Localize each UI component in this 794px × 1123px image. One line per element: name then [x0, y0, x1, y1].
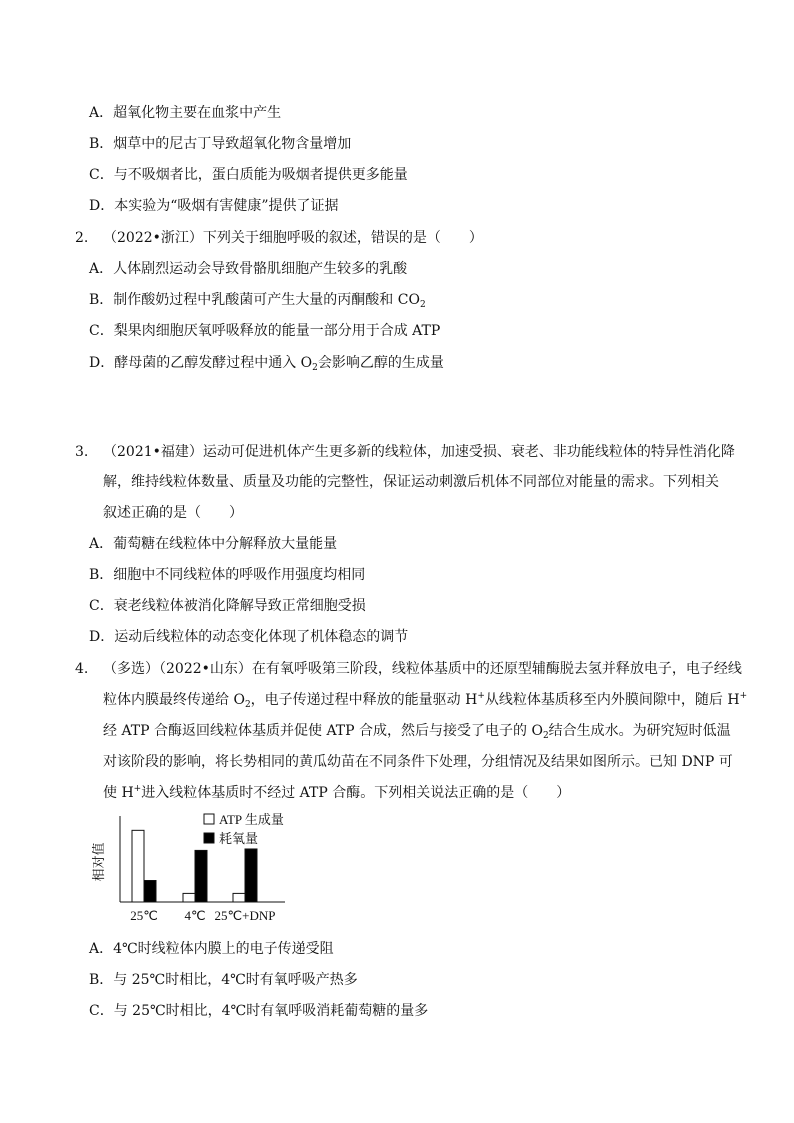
q3-number: 3. [75, 444, 89, 460]
q3-option-a: A．葡萄糖在线粒体中分解释放大量能量 [89, 536, 338, 552]
q1-option-b: B．烟草中的尼古丁导致超氧化物含量增加 [89, 136, 352, 152]
q2-option-b: B．制作酸奶过程中乳酸菌可产生大量的丙酮酸和 $CO_2$ [89, 292, 426, 310]
q4-number: 4. [75, 661, 89, 677]
x-tick-label-0: 25℃ [130, 908, 158, 923]
q1-option-a: A．超氧化物主要在血浆中产生 [89, 105, 282, 121]
bar-atp-1 [183, 893, 195, 902]
x-tick-label-1: 4℃ [184, 908, 206, 923]
legend-swatch-1 [204, 833, 214, 843]
legend-swatch-0 [204, 814, 214, 824]
q4-stem-line-5: 使 H+进入线粒体基质时不经过 ATP 合酶。下列相关说法正确的是（ ） [103, 784, 571, 801]
q4-stem-line-1: （多选）（2022•山东）在有氧呼吸第三阶段，线粒体基质中的还原型辅酶脱去氢并释放电子，电子经线 [103, 661, 742, 677]
legend-label-0: ATP 生成量 [219, 812, 284, 827]
q3-option-d: D．运动后线粒体的动态变化体现了机体稳态的调节 [89, 629, 409, 645]
q3-stem-line-1: （2021•福建）运动可促进机体产生更多新的线粒体，加速受损、衰老、非功能线粒体的特异性消化降 [103, 444, 735, 460]
q2-option-c: C．梨果肉细胞厌氧呼吸释放的能量一部分用于合成 ATP [89, 323, 441, 339]
q2-number: 2. [75, 230, 89, 246]
q1-option-d: D．本实验为“吸烟有害健康”提供了证据 [89, 198, 339, 214]
q4-option-b: B．与 25℃时相比，4℃时有氧呼吸产热多 [89, 972, 358, 988]
q2-option-a: A．人体剧烈运动会导致骨骼肌细胞产生较多的乳酸 [89, 261, 408, 277]
bar-oxygen-1 [195, 850, 207, 902]
bar-atp-2 [233, 893, 245, 902]
q3-stem-line-3: 叙述正确的是（ ） [103, 505, 243, 521]
q3-option-c: C．衰老线粒体被消化降解导致正常细胞受损 [89, 598, 366, 614]
q3-stem-line-2: 解，维持线粒体数量、质量及功能的完整性，保证运动刺激后机体不同部位对能量的需求。下列相关 [103, 474, 719, 490]
q4-option-c: C．与 25℃时相比，4℃时有氧呼吸消耗葡萄糖的量多 [89, 1003, 429, 1019]
y-axis-label: 相对值 [91, 842, 106, 882]
q4-stem-line-2: 粒体内膜最终传递给 $O_2$，电子传递过程中释放的能量驱动 H+从线粒体基质移至内外膜间隙中，随后 H+ [103, 691, 748, 710]
q4-option-a: A．4℃时线粒体内膜上的电子传递受阻 [89, 941, 334, 957]
atp-oxygen-bar-chart [90, 810, 320, 928]
bar-atp-0 [132, 830, 144, 902]
q4-stem-line-4: 对该阶段的影响，将长势相同的黄瓜幼苗在不同条件下处理，分组情况及结果如图所示。已知 DNP 可 [103, 754, 733, 770]
q1-option-c: C．与不吸烟者比，蛋白质能为吸烟者提供更多能量 [89, 167, 408, 183]
q2-option-d: D．酵母菌的乙醇发酵过程中通入 $O_2$会影响乙醇的生成量 [89, 355, 444, 373]
legend-label-1: 耗氧量 [219, 831, 259, 846]
x-tick-label-2: 25℃+DNP [214, 908, 276, 923]
q2-stem: （2022•浙江）下列关于细胞呼吸的叙述，错误的是（ ） [103, 230, 483, 246]
bar-oxygen-2 [245, 849, 257, 902]
bar-oxygen-0 [144, 881, 156, 903]
q3-option-b: B．细胞中不同线粒体的呼吸作用强度均相同 [89, 567, 366, 583]
q4-stem-line-3: 经 ATP 合酶返回线粒体基质并促使 ATP 合成，然后与接受了电子的 $O_2$结合生成水。为研究短时低温 [103, 723, 731, 741]
